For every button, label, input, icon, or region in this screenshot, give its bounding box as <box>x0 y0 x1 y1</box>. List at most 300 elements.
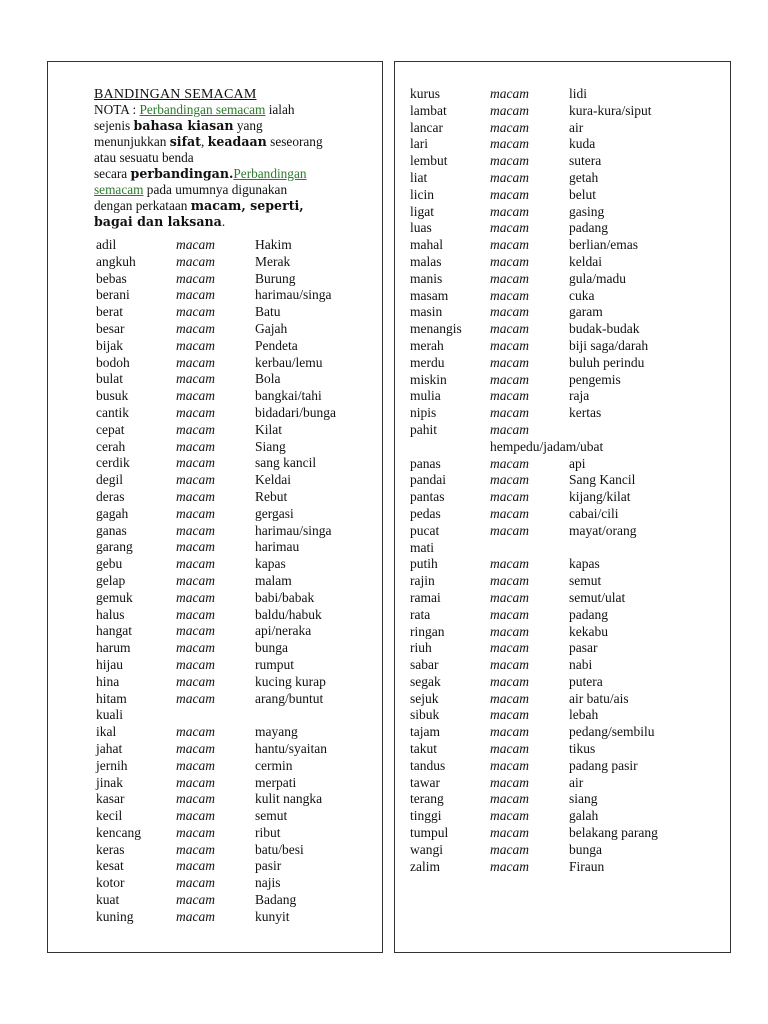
word-text: kesat <box>96 858 124 874</box>
connector-text: macam <box>176 556 215 572</box>
connector-text: macam <box>176 253 215 269</box>
comparison-text: semut/ulat <box>569 589 626 605</box>
right-comparison-list <box>395 86 730 875</box>
connector-text: macam <box>176 908 215 924</box>
connector-text: macam <box>176 438 215 454</box>
list-item <box>395 204 730 221</box>
comparison-text: air batu/ais <box>569 690 629 706</box>
comparison-text: air <box>569 119 584 135</box>
list-item <box>395 120 730 137</box>
comparison-text: pasir <box>255 858 282 874</box>
word-text: kuat <box>96 892 120 908</box>
connector-text: macam <box>176 337 215 353</box>
list-item <box>395 540 730 557</box>
comparison-text: gula/madu <box>569 270 626 286</box>
connector-text: macam <box>490 136 529 152</box>
word-text: kencang <box>96 824 141 840</box>
list-item <box>395 472 730 489</box>
comparison-text: cabai/cili <box>569 505 619 521</box>
list-item <box>48 388 382 405</box>
word-text: zalim <box>410 858 440 874</box>
list-item <box>48 875 382 892</box>
comparison-text: kerbau/lemu <box>255 354 323 370</box>
list-item <box>395 271 730 288</box>
word-text: bulat <box>96 371 123 387</box>
list-item <box>395 422 730 439</box>
note-link-perbandingan-semacam[interactable]: Perbandingan semacam <box>139 102 266 117</box>
connector-text: macam <box>490 690 529 706</box>
list-item <box>48 590 382 607</box>
comparison-text: sutera <box>569 153 602 169</box>
word-text: cantik <box>96 404 129 420</box>
word-text: ramai <box>410 589 441 605</box>
connector-text: macam <box>490 841 529 857</box>
word-text: pedas <box>410 505 441 521</box>
word-text: rata <box>410 606 431 622</box>
comparison-text: malam <box>255 572 292 588</box>
connector-text: macam <box>176 858 215 874</box>
word-text: cerdik <box>96 455 130 471</box>
section-heading: BANDINGAN SEMACAM <box>94 87 257 102</box>
list-item <box>48 556 382 573</box>
list-item <box>48 573 382 590</box>
connector-text: macam <box>490 707 529 723</box>
connector-text: macam <box>490 573 529 589</box>
word-text: hina <box>96 673 120 689</box>
connector-text: macam <box>176 757 215 773</box>
word-text: pucat <box>410 522 440 538</box>
connector-text: macam <box>176 404 215 420</box>
list-item <box>395 304 730 321</box>
connector-text: macam <box>490 237 529 253</box>
word-text: mati <box>410 539 434 555</box>
word-text: pahit <box>410 421 437 437</box>
list-item <box>48 271 382 288</box>
list-item <box>395 741 730 758</box>
connector-text: macam <box>490 589 529 605</box>
connector-text: macam <box>490 220 529 236</box>
comparison-text: bunga <box>255 640 288 656</box>
list-item <box>48 506 382 523</box>
list-item <box>48 472 382 489</box>
list-item <box>48 707 382 724</box>
word-text: bodoh <box>96 354 130 370</box>
comparison-text: babi/babak <box>255 589 315 605</box>
list-item <box>395 388 730 405</box>
comparison-text: bunga <box>569 841 602 857</box>
list-item <box>48 254 382 271</box>
word-text: jahat <box>96 740 123 756</box>
connector-text: macam <box>490 354 529 370</box>
comparison-text: belut <box>569 186 596 202</box>
comparison-text: Bola <box>255 371 281 387</box>
connector-text: macam <box>176 724 215 740</box>
connector-text: macam <box>176 472 215 488</box>
connector-text: macam <box>490 119 529 135</box>
word-text: hijau <box>96 656 123 672</box>
connector-text: macam <box>490 757 529 773</box>
word-text: bebas <box>96 270 127 286</box>
word-text: hitam <box>96 690 127 706</box>
list-item <box>395 640 730 657</box>
list-item <box>395 758 730 775</box>
note-line-1: NOTA : Perbandingan semacam ialah <box>94 102 295 117</box>
list-item <box>48 775 382 792</box>
list-item <box>395 220 730 237</box>
connector-text: macam <box>176 808 215 824</box>
connector-text: macam <box>176 640 215 656</box>
word-text: lancar <box>410 119 443 135</box>
comparison-text: kekabu <box>569 623 608 639</box>
list-item <box>395 372 730 389</box>
word-text: kecil <box>96 808 123 824</box>
comparison-text: tikus <box>569 741 596 757</box>
list-item <box>395 187 730 204</box>
comparison-text: ribut <box>255 824 281 840</box>
comparison-text: Gajah <box>255 320 288 336</box>
note-link-semacam[interactable]: semacam <box>94 182 144 197</box>
comparison-text: sang kancil <box>255 455 317 471</box>
comparison-text: nabi <box>569 657 593 673</box>
word-text: besar <box>96 320 125 336</box>
list-item <box>48 455 382 472</box>
connector-text: macam <box>490 858 529 874</box>
list-item <box>395 590 730 607</box>
word-text: luas <box>410 220 432 236</box>
connector-text: macam <box>176 875 215 891</box>
word-text: tumpul <box>410 825 449 841</box>
comparison-text: pengemis <box>569 371 621 387</box>
connector-text: macam <box>490 774 529 790</box>
word-text: miskin <box>410 371 447 387</box>
comparison-text: mayat/orang <box>569 522 637 538</box>
comparison-text: harimau/singa <box>255 522 332 538</box>
list-item <box>395 355 730 372</box>
word-text: adil <box>96 237 117 252</box>
word-text: masam <box>410 287 449 303</box>
connector-text: macam <box>176 505 215 521</box>
left-page-panel <box>47 61 383 953</box>
word-text: sibuk <box>410 707 440 723</box>
list-item <box>48 539 382 556</box>
word-text: wangi <box>410 841 443 857</box>
list-item <box>395 607 730 624</box>
word-text: terang <box>410 791 444 807</box>
word-text: deras <box>96 488 125 504</box>
list-item <box>48 489 382 506</box>
connector-text: macam <box>490 203 529 219</box>
connector-text: macam <box>490 321 529 337</box>
word-text: lembut <box>410 153 448 169</box>
connector-text: macam <box>176 690 215 706</box>
comparison-text: merpati <box>255 774 297 790</box>
list-item <box>395 657 730 674</box>
comparison-text: berlian/emas <box>569 237 638 253</box>
comparison-text: kuda <box>569 136 596 152</box>
word-text: lambat <box>410 102 447 118</box>
connector-text: macam <box>490 304 529 320</box>
list-item <box>48 607 382 624</box>
word-text: gebu <box>96 556 123 572</box>
comparison-text: mayang <box>255 724 298 740</box>
comparison-text: Hakim <box>255 237 292 252</box>
word-text: ganas <box>96 522 127 538</box>
word-text: berat <box>96 304 123 320</box>
connector-text: macam <box>490 724 529 740</box>
comparison-text: kulit nangka <box>255 791 323 807</box>
connector-text: macam <box>490 455 529 471</box>
connector-text: macam <box>490 371 529 387</box>
comparison-text: Merak <box>255 253 291 269</box>
comparison-text: Rebut <box>255 488 288 504</box>
connector-text: macam <box>490 791 529 807</box>
list-item <box>395 791 730 808</box>
word-text: riuh <box>410 640 432 656</box>
comparison-text: belakang parang <box>569 825 658 841</box>
note-link-perbandingan[interactable]: Perbandingan <box>233 166 307 181</box>
connector-text: macam <box>176 421 215 437</box>
comparison-text: kertas <box>569 405 602 421</box>
list-item <box>48 439 382 456</box>
list-item <box>48 287 382 304</box>
comparison-text: getah <box>569 169 599 185</box>
word-text: merah <box>410 337 444 353</box>
connector-text: macam <box>176 656 215 672</box>
list-item <box>48 371 382 388</box>
comparison-text: biji saga/darah <box>569 337 649 353</box>
list-item <box>395 338 730 355</box>
comparison-text: air <box>569 774 584 790</box>
connector-text: macam <box>490 421 529 437</box>
word-text: bijak <box>96 337 123 353</box>
word-text: kasar <box>96 791 125 807</box>
word-text: mahal <box>410 237 443 253</box>
comparison-text: Burung <box>255 270 296 286</box>
comparison-text: garam <box>569 304 603 320</box>
list-item <box>395 86 730 103</box>
connector-text: macam <box>490 623 529 639</box>
list-item <box>48 304 382 321</box>
word-text: kotor <box>96 875 125 891</box>
right-page-panel <box>394 61 731 953</box>
comparison-text: Keldai <box>255 472 291 488</box>
list-item <box>395 439 730 456</box>
connector-text: macam <box>490 556 529 572</box>
word-text: cerah <box>96 438 126 454</box>
connector-text: macam <box>176 320 215 336</box>
list-item <box>395 170 730 187</box>
comparison-text: putera <box>569 673 603 689</box>
word-text: ikal <box>96 724 117 740</box>
list-item <box>395 506 730 523</box>
left-comparison-list <box>48 237 382 926</box>
word-text: segak <box>410 673 441 689</box>
connector-text: macam <box>176 623 215 639</box>
comparison-text: galah <box>569 808 599 824</box>
list-item <box>395 254 730 271</box>
comparison-text: kura-kura/siput <box>569 102 652 118</box>
comparison-text: Siang <box>255 438 286 454</box>
comparison-text: Firaun <box>569 858 605 874</box>
list-item <box>48 758 382 775</box>
word-text: kurus <box>410 86 440 101</box>
list-item <box>48 909 382 926</box>
word-text: merdu <box>410 354 445 370</box>
connector-text: macam <box>490 270 529 286</box>
comparison-text: bangkai/tahi <box>255 388 322 404</box>
connector-text: macam <box>176 841 215 857</box>
note-line-5: secara perbandingan.Perbandingan <box>94 166 307 181</box>
connector-text: macam <box>490 808 529 824</box>
comparison-text: padang pasir <box>569 757 638 773</box>
word-text: kuning <box>96 908 134 924</box>
connector-text: macam <box>176 287 215 303</box>
comparison-text: hempedu/jadam/ubat <box>490 438 604 454</box>
word-text: sejuk <box>410 690 439 706</box>
comparison-text: harimau <box>255 539 300 555</box>
note-line-6: semacam pada umumnya digunakan <box>94 182 288 197</box>
word-text: rajin <box>410 573 435 589</box>
word-text: pandai <box>410 472 446 488</box>
word-text: degil <box>96 472 123 488</box>
connector-text: macam <box>176 606 215 622</box>
connector-text: macam <box>490 153 529 169</box>
list-item <box>48 405 382 422</box>
list-item <box>395 556 730 573</box>
list-item <box>48 825 382 842</box>
list-item <box>395 489 730 506</box>
list-item <box>395 321 730 338</box>
word-text: tandus <box>410 757 446 773</box>
connector-text: macam <box>176 270 215 286</box>
connector-text: macam <box>490 640 529 656</box>
note-line-7: dengan perkataan macam, seperti, <box>94 198 304 213</box>
list-item <box>48 724 382 741</box>
list-item <box>395 825 730 842</box>
connector-text: macam <box>490 86 529 101</box>
word-text: kuali <box>96 707 123 723</box>
connector-text: macam <box>176 740 215 756</box>
connector-text: macam <box>176 824 215 840</box>
word-text: tinggi <box>410 808 442 824</box>
list-item <box>395 859 730 876</box>
word-text: masin <box>410 304 443 320</box>
connector-text: macam <box>490 741 529 757</box>
word-text: berani <box>96 287 130 303</box>
comparison-text: padang <box>569 606 608 622</box>
comparison-text: hantu/syaitan <box>255 740 327 756</box>
comparison-text: kapas <box>569 556 600 572</box>
connector-text: macam <box>176 488 215 504</box>
list-item <box>395 288 730 305</box>
comparison-text: budak-budak <box>569 321 640 337</box>
comparison-text: gasing <box>569 203 605 219</box>
connector-text: macam <box>176 539 215 555</box>
list-item <box>48 355 382 372</box>
word-text: sabar <box>410 657 439 673</box>
list-item <box>395 573 730 590</box>
list-item <box>48 791 382 808</box>
comparison-text: baldu/habuk <box>255 606 322 622</box>
comparison-text: pasar <box>569 640 598 656</box>
word-text: takut <box>410 741 437 757</box>
word-text: menangis <box>410 321 462 337</box>
comparison-text: semut <box>569 573 602 589</box>
connector-text: macam <box>176 455 215 471</box>
comparison-text: gergasi <box>255 505 294 521</box>
connector-text: macam <box>176 791 215 807</box>
word-text: liat <box>410 169 428 185</box>
word-text: tajam <box>410 724 440 740</box>
comparison-text: semut <box>255 808 288 824</box>
word-text: panas <box>410 455 441 471</box>
comparison-text: buluh perindu <box>569 354 645 370</box>
list-item <box>395 724 730 741</box>
connector-text: macam <box>176 589 215 605</box>
comparison-text: najis <box>255 875 281 891</box>
list-item <box>395 707 730 724</box>
list-item <box>395 775 730 792</box>
list-item <box>395 842 730 859</box>
connector-text: macam <box>490 405 529 421</box>
word-text: gelap <box>96 572 126 588</box>
connector-text: macam <box>176 673 215 689</box>
comparison-text: lidi <box>569 86 588 101</box>
comparison-text: kucing kurap <box>255 673 326 689</box>
connector-text: macam <box>490 673 529 689</box>
connector-text: macam <box>490 169 529 185</box>
word-text: manis <box>410 270 443 286</box>
comparison-text: keldai <box>569 253 602 269</box>
note-line-8: bagai dan laksana. <box>94 214 226 229</box>
list-item <box>395 153 730 170</box>
word-text: malas <box>410 253 442 269</box>
comparison-text: Batu <box>255 304 281 320</box>
list-item <box>395 237 730 254</box>
comparison-text: cuka <box>569 287 595 303</box>
list-item <box>48 237 382 254</box>
list-item <box>48 691 382 708</box>
comparison-text: arang/buntut <box>255 690 324 706</box>
connector-text: macam <box>176 388 215 404</box>
connector-text: macam <box>490 186 529 202</box>
comparison-text: bidadari/bunga <box>255 404 336 420</box>
connector-text: macam <box>490 606 529 622</box>
comparison-text: kapas <box>255 556 286 572</box>
connector-text: macam <box>490 337 529 353</box>
comparison-text: Badang <box>255 892 297 908</box>
list-item <box>395 103 730 120</box>
comparison-text: cermin <box>255 757 293 773</box>
comparison-text: kunyit <box>255 908 290 924</box>
word-text: gagah <box>96 505 129 521</box>
connector-text: macam <box>176 522 215 538</box>
connector-text: macam <box>176 354 215 370</box>
comparison-text: rumput <box>255 656 294 672</box>
list-item <box>48 858 382 875</box>
connector-text: macam <box>490 102 529 118</box>
list-item <box>48 808 382 825</box>
comparison-text: lebah <box>569 707 599 723</box>
comparison-text: raja <box>569 388 590 404</box>
note-line-4: atau sesuatu benda <box>94 150 194 165</box>
list-item <box>48 321 382 338</box>
connector-text: macam <box>490 522 529 538</box>
word-text: garang <box>96 539 133 555</box>
connector-text: macam <box>176 774 215 790</box>
word-text: keras <box>96 841 125 857</box>
list-item <box>395 523 730 540</box>
